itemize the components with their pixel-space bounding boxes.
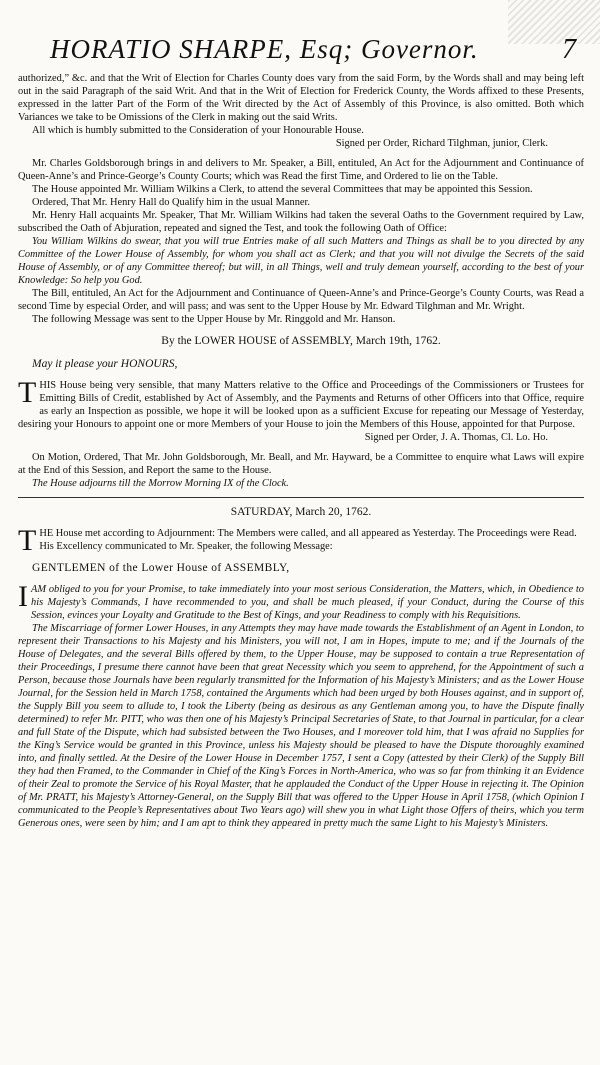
submission-paragraph: All which is humbly submitted to the Consideration of your Honourable House. [32, 125, 364, 136]
clerk-signature: Signed per Order, Richard Tilghman, junior, Clerk. [335, 138, 548, 149]
drop-cap: T [18, 376, 37, 409]
oaths-paragraph: Mr. Henry Hall acquaints Mr. Speaker, That Mr. William Wilkins had taken the several Oaths to the Government required by Law, subscribed the Oath of Abjuration, repeated and signed the Test, and took the following Oath of Office: [18, 210, 584, 234]
message-body [18, 376, 584, 431]
adjournment-paragraph: The House adjourns till the Morrow Morning IX of the Clock. [32, 478, 289, 489]
speech-body: The Miscarriage of former Lower Houses, in any Attempts they may have made towards the Establishment of an Agent in London, to represent their Transactions to his Majesty and his Ministers, you will not, I am in Hopes, impute to me; and if the Journals of the House of Delegates, and the several Bills offered by them, to the Upper House, may be supposed to contain a true Representation of their Proceedings, I presume there cannot have been that great Necessity which you seem to apprehend, for the Appointment of such a Person, because those Journals have been regularly transmitted for the Information of his Majesty’s Ministers; and as the Lower House Journal, for the Session held in March 1758, contained the Arguments which had been urged by both Houses against, and in support of, the Supply Bill you seem to allude to, I took the Liberty (being as desirous as any Gentleman among you, to have the Dispute finally determined) to refer Mr. PITT, who was then one of his Majesty’s Principal Secretaries of State, to that Journal in particular, for a clear and full State of the Dispute, which had subsisted between the Two Houses, and I moreover told him, that I was afraid no Supplies for the King’s Service would be granted in this Province, unless his Majesty should be pleased to have the Dispute thoroughly examined into, and finally settled. At the Desire of the Lower House in December 1757, I sent a Copy (attested by their Clerk) of the Supply Bill they had then Framed, to the Commander in Chief of the King’s Forces in North-America, who was so far from thinking it an Evidence of their Zeal to promote the Service of his Royal Master, that he applauded the Conduct of the Upper House in rejecting it. The Opinion of Mr. PRATT, his Majesty’s Attorney-General, on the Supply Bill that was offered to the Upper House in April 1758, (which Opinion I communicated to the People’s Representatives about Two Years ago) will shew you in what Light those Offers of theirs, which you term Generous ones, were seen by him; and I am apt to think they appeared in pretty much the same Light to his Majesty’s Ministers. [18, 623, 584, 829]
second-reading-paragraph: The Bill, entituled, An Act for the Adjournment and Continuance of Queen-Anne’s and Prince-George’s County Courts, was Read a second Time by especial Order, and will pass; and was sent to the Upper House by Mr. Edward Tilghman and Mr. Wright. [18, 288, 584, 312]
speech-opening [18, 580, 584, 622]
committee-report-paragraph: authorized,” &c. and that the Writ of Election for Charles County does vary from the said Form, by the Words shall and may being left out in the said Paragraph of the said Writ. And that in the Writ of Election for Frederick County, the Words affixed to these Presents, expressed in the latter Part of the Form of the Writ directed by the Act of Assembly of this Province, is also omitted. Both which Variances we take to be Omissions of the Clerk in making out the said Writs. [18, 73, 584, 123]
oath-of-office: You William Wilkins do swear, that you will true Entries make of all such Matters and Things as shall be to you directed by any Committee of the Lower House of Assembly, for whom you shall act as Clerk; and that you will not divulge the Secrets of the said House of Assembly, or of any Committee thereof; but will, in all Things, well and truly demean yourself, according to the best of your Knowledge: So help you God. [18, 236, 584, 286]
meeting-text: HE House met according to Adjournment: The Members were called, and all appeared as Yesterday. The Proceedings were Read. [39, 528, 577, 539]
message-signature: Signed per Order, J. A. Thomas, Cl. Lo. Ho. [364, 432, 548, 443]
document-body [18, 72, 584, 830]
running-header [0, 26, 600, 76]
saturday-heading: SATURDAY, March 20, 1762. [230, 506, 372, 518]
message-sent-paragraph: The following Message was sent to the Upper House by Mr. Ringgold and Mr. Hanson. [32, 314, 396, 325]
message-heading: By the LOWER HOUSE of ASSEMBLY, March 19th, 1762. [161, 335, 441, 347]
speech-address: GENTLEMEN of the Lower House of ASSEMBLY, [32, 562, 290, 574]
speech-opening-text: AM obliged to you for your Promise, to take immediately into your most serious Consideration, the Matters, which, in Obedience to his Majesty’s Commands, I have recommended to you, and shall be much pleased, if your Conduct, during the Course of this Session, evinces your Loyalty and Gratitude to the Best of Kings, and your Readiness to comply with his Requisitions. [31, 584, 584, 621]
section-divider [18, 497, 584, 498]
message-body-text: HIS House being very sensible, that many Matters relative to the Office and Proceedings of the Commissioners or Trustees for Emitting Bills of Credit, established by Act of Assembly, and the Payments and Returns of other Officers into that Office, require as early an Inspection as possible, we hope it will be looked upon as a sufficient Excuse for repeating our Message of Yesterday, desiring your Honours to appoint one or more Members of your House to join the Members of this House, appointed for that Purpose. [18, 380, 584, 430]
drop-cap: I [18, 580, 28, 613]
communication-paragraph: His Excellency communicated to Mr. Speaker, the following Message: [39, 541, 333, 552]
message-salutation: May it please your HONOURS, [32, 358, 178, 370]
qualify-order-paragraph: Ordered, That Mr. Henry Hall do Qualify him in the usual Manner. [32, 197, 310, 208]
bill-paragraph: Mr. Charles Goldsborough brings in and delivers to Mr. Speaker, a Bill, entituled, An Act for the Adjournment and Continuance of Queen-Anne’s and Prince-George’s County Courts; which was Read the first Time, and Ordered to lie on the Table. [18, 158, 584, 182]
page-number: 7 [562, 34, 576, 65]
clerk-appointment-paragraph: The House appointed Mr. William Wilkins a Clerk, to attend the several Committees that may be appointed this Session. [32, 184, 533, 195]
page-title: HORATIO SHARPE, Esq; Governor. [50, 34, 479, 64]
committee-motion-paragraph: On Motion, Ordered, That Mr. John Goldsborough, Mr. Beall, and Mr. Hayward, be a Committee to enquire what Laws will expire at the End of this Session, and Report the same to the House. [18, 452, 584, 476]
drop-cap: T [18, 524, 37, 557]
